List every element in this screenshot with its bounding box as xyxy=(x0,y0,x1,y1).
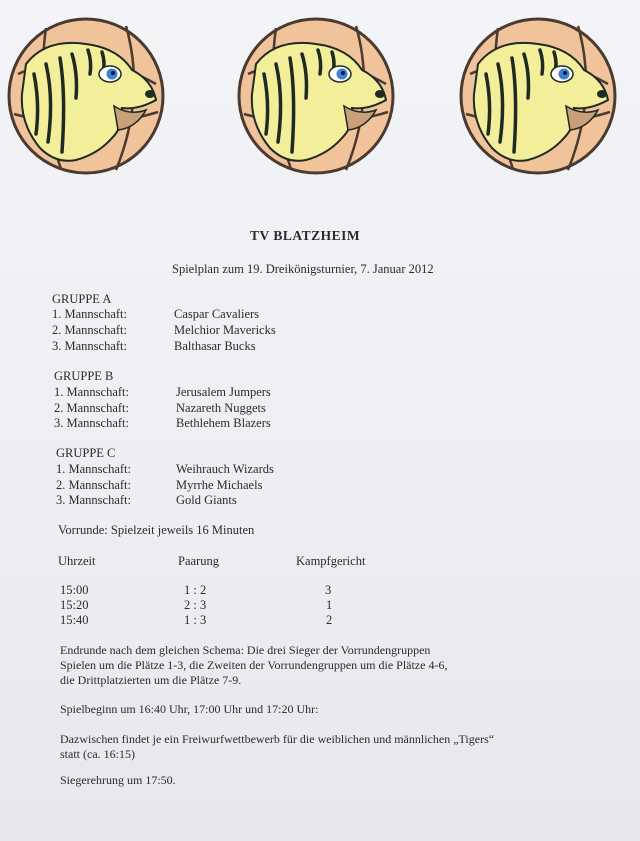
group-c-team-2: Myrrhe Michaels xyxy=(176,478,263,492)
group-b-team-2: Nazareth Nuggets xyxy=(176,401,266,415)
logo-row xyxy=(0,14,640,184)
group-c-team-1: Weihrauch Wizards xyxy=(176,462,274,476)
group-a-slot-1: 1. Mannschaft: xyxy=(52,307,127,321)
group-b-team-1: Jerusalem Jumpers xyxy=(176,385,271,399)
group-a-team-2: Melchior Mavericks xyxy=(174,323,276,337)
schedule-row-2-referee: 1 xyxy=(326,598,333,612)
schedule-header-pairing: Paarung xyxy=(178,554,219,568)
group-a-heading: GRUPPE A xyxy=(52,292,112,306)
group-b-slot-2: 2. Mannschaft: xyxy=(54,401,129,415)
endrunde-line-2: Spielen um die Plätze 1-3, die Zweiten der Vorrundengruppen um die Plätze 4-6, xyxy=(60,658,448,672)
group-a-team-1: Caspar Cavaliers xyxy=(174,307,260,321)
page-title: TV BLATZHEIM xyxy=(250,228,361,243)
group-a-team-3: Balthasar Bucks xyxy=(174,339,256,353)
siegerehrung-note: Siegerehrung um 17:50. xyxy=(60,773,176,787)
page-subtitle: Spielplan zum 19. Dreikönigsturnier, 7. Januar 2012 xyxy=(172,262,434,276)
vorrunde-note: Vorrunde: Spielzeit jeweils 16 Minuten xyxy=(58,523,255,537)
group-b-team-3: Bethlehem Blazers xyxy=(176,416,271,430)
group-a-slot-3: 3. Mannschaft: xyxy=(52,339,127,353)
schedule-row-3-time: 15:40 xyxy=(60,613,89,627)
group-b-heading: GRUPPE B xyxy=(54,369,114,383)
wettbewerb-line-2: statt (ca. 16:15) xyxy=(60,747,135,761)
endrunde-line-1: Endrunde nach dem gleichen Schema: Die drei Sieger der Vorrundengruppen xyxy=(60,643,431,657)
tiger-basketball-logo-icon xyxy=(458,14,618,179)
schedule-row-2-pairing: 2 : 3 xyxy=(184,598,207,612)
wettbewerb-line-1: Dazwischen findet je ein Freiwurfwettbewerb für die weiblichen und männlichen „Tigers“ xyxy=(60,732,495,746)
endrunde-line-3: die Drittplatzierten um die Plätze 7-9. xyxy=(60,673,242,687)
schedule-header-referee: Kampfgericht xyxy=(296,554,366,568)
tiger-basketball-logo-icon xyxy=(6,14,166,179)
schedule-row-3-pairing: 1 : 3 xyxy=(184,613,207,627)
group-c-slot-2: 2. Mannschaft: xyxy=(56,478,131,492)
schedule-row-3-referee: 2 xyxy=(326,613,333,627)
schedule-row-1-time: 15:00 xyxy=(60,583,89,597)
group-c-heading: GRUPPE C xyxy=(56,446,116,460)
group-c-slot-1: 1. Mannschaft: xyxy=(56,462,131,476)
group-c-slot-3: 3. Mannschaft: xyxy=(56,493,131,507)
group-c-team-3: Gold Giants xyxy=(176,493,237,507)
schedule-row-1-pairing: 1 : 2 xyxy=(184,583,207,597)
spielbeginn-note: Spielbeginn um 16:40 Uhr, 17:00 Uhr und 17:20 Uhr: xyxy=(60,702,319,716)
group-b-slot-3: 3. Mannschaft: xyxy=(54,416,129,430)
schedule-header-time: Uhrzeit xyxy=(58,554,96,568)
tiger-basketball-logo-icon xyxy=(236,14,396,179)
group-b-slot-1: 1. Mannschaft: xyxy=(54,385,129,399)
schedule-row-1-referee: 3 xyxy=(325,583,332,597)
schedule-row-2-time: 15:20 xyxy=(60,598,89,612)
group-a-slot-2: 2. Mannschaft: xyxy=(52,323,127,337)
